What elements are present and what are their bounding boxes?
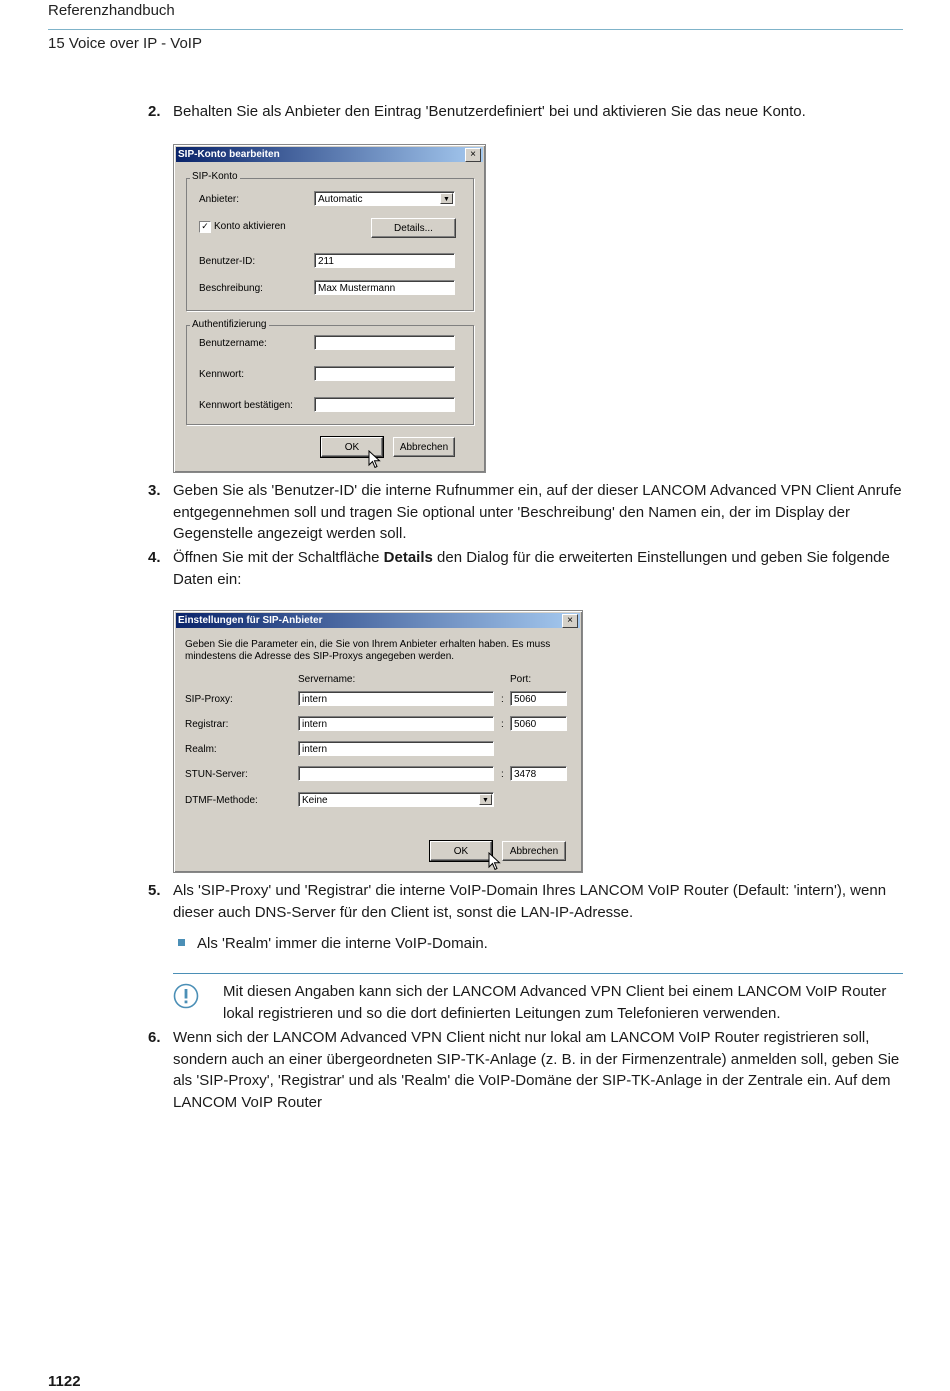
step-text: Geben Sie als 'Benutzer-ID' die interne Rufnummer ein, auf der dieser LANCOM Advanced VPN Client Anrufe entgegennehmen soll und tragen Sie optional unter 'Beschreibung' den Namen ein, der im Display der Gegenstelle angezeigt werden soll.: [173, 482, 902, 542]
dialog-titlebar: [176, 613, 580, 628]
close-icon[interactable]: ×: [465, 148, 481, 162]
dtmf-method-select[interactable]: [298, 792, 494, 807]
chapter-title: 15 Voice over IP - VoIP: [48, 35, 202, 52]
sip-proxy-label: SIP-Proxy:: [185, 694, 233, 705]
step-text: Als 'SIP-Proxy' und 'Registrar' die interne VoIP-Domain Ihres LANCOM VoIP Router (Default: 'intern'), wenn dieser auch DNS-Server für den Client ist, sonst die LAN-IP-Adresse.: [173, 882, 887, 921]
sip-provider-settings-dialog: [173, 610, 583, 873]
step-text-part: den Dialog für die erweiterten Einstellungen und geben Sie folgende Daten ein:: [173, 549, 890, 588]
step-number: 3.: [148, 482, 161, 499]
group-label: SIP-Konto: [192, 171, 238, 182]
port-column-header: Port:: [510, 674, 532, 685]
ok-button[interactable]: OK: [430, 841, 492, 861]
note-text: Mit diesen Angaben kann sich der LANCOM Advanced VPN Client bei einem LANCOM VoIP Router lokal registrieren und so die dort definierten Leitungen zum Telefonieren verwenden.: [223, 983, 887, 1022]
provider-value: Automatic: [318, 194, 363, 205]
square-bullet-icon: [178, 939, 185, 946]
step-text: Behalten Sie als Anbieter den Eintrag 'Benutzerdefiniert' bei und aktivieren Sie das neue Konto.: [173, 103, 806, 120]
provider-select[interactable]: [314, 191, 455, 206]
ok-button[interactable]: OK: [321, 437, 383, 457]
close-icon[interactable]: ×: [562, 614, 578, 628]
page-number: 1122: [48, 1373, 81, 1390]
realm-label: Realm:: [185, 744, 217, 755]
sip-account-dialog: [173, 144, 486, 473]
step-number: 6.: [148, 1029, 161, 1046]
details-button[interactable]: Details...: [371, 218, 456, 238]
description-label: Beschreibung:: [199, 283, 263, 294]
stun-server-field[interactable]: [298, 766, 494, 781]
password-field[interactable]: [314, 366, 455, 381]
password-label: Kennwort:: [199, 369, 245, 380]
stun-server-port-field[interactable]: 3478: [510, 766, 567, 781]
username-label: Benutzername:: [199, 338, 267, 349]
activate-account-checkbox[interactable]: ✓: [199, 221, 211, 233]
description-field[interactable]: Max Mustermann: [314, 280, 455, 295]
user-id-label: Benutzer-ID:: [199, 256, 256, 267]
realm-field[interactable]: intern: [298, 741, 494, 756]
note-rule: [173, 973, 903, 974]
dialog-title: Einstellungen für SIP-Anbieter: [178, 615, 323, 626]
cancel-button[interactable]: Abbrechen: [393, 437, 455, 457]
step-number: 4.: [148, 549, 161, 566]
dtmf-method-value: Keine: [302, 795, 328, 806]
provider-label: Anbieter:: [199, 194, 240, 205]
cancel-button[interactable]: Abbrechen: [502, 841, 566, 861]
sip-proxy-field[interactable]: intern: [298, 691, 494, 706]
colon: :: [501, 694, 504, 705]
step-text-part: Öffnen Sie mit der Schaltfläche: [173, 549, 384, 566]
password-confirm-field[interactable]: [314, 397, 455, 412]
stun-server-label: STUN-Server:: [185, 769, 248, 780]
dialog-title: SIP-Konto bearbeiten: [178, 149, 280, 160]
dialog-titlebar: [176, 147, 483, 162]
password-confirm-label: Kennwort bestätigen:: [199, 400, 293, 411]
colon: :: [501, 719, 504, 730]
dialog-intro: Geben Sie die Parameter ein, die Sie von Ihrem Anbieter erhalten haben. Es muss mindestens die Adresse des SIP-Proxys angegeben werden.: [185, 639, 551, 662]
step-number: 5.: [148, 882, 161, 899]
step-text: [173, 547, 908, 590]
chevron-down-icon[interactable]: ▼: [440, 193, 453, 204]
dtmf-method-label: DTMF-Methode:: [185, 795, 258, 806]
mouse-pointer-icon: [488, 852, 501, 871]
step-number: 2.: [148, 103, 161, 120]
registrar-field[interactable]: intern: [298, 716, 494, 731]
bullet-text: Als 'Realm' immer die interne VoIP-Domain.: [197, 935, 488, 952]
sip-proxy-port-field[interactable]: 5060: [510, 691, 567, 706]
registrar-label: Registrar:: [185, 719, 229, 730]
user-id-field[interactable]: 211: [314, 253, 455, 268]
username-field[interactable]: [314, 335, 455, 350]
header-rule: [48, 29, 903, 30]
info-exclamation-icon: [173, 983, 199, 1009]
step-text: Wenn sich der LANCOM Advanced VPN Client nicht nur lokal am LANCOM VoIP Router registrieren soll, sondern auch an einer übergeordneten SIP-TK-Anlage (z. B. in der Firmenzentrale) anmelden soll, geben Sie als 'SIP-Proxy', 'Registrar' und als 'Realm' die VoIP-Domäne der SIP-TK-Anlage in der Zentrale ein. Auf dem LANCOM VoIP Router: [173, 1029, 900, 1111]
colon: :: [501, 769, 504, 780]
mouse-pointer-icon: [368, 450, 381, 469]
chevron-down-icon[interactable]: ▼: [479, 794, 492, 805]
details-emphasis: Details: [383, 549, 433, 566]
registrar-port-field[interactable]: 5060: [510, 716, 567, 731]
server-column-header: Servername:: [298, 674, 356, 685]
group-label: Authentifizierung: [192, 319, 267, 330]
activate-account-label: Konto aktivieren: [214, 221, 286, 232]
document-title: Referenzhandbuch: [48, 2, 175, 19]
